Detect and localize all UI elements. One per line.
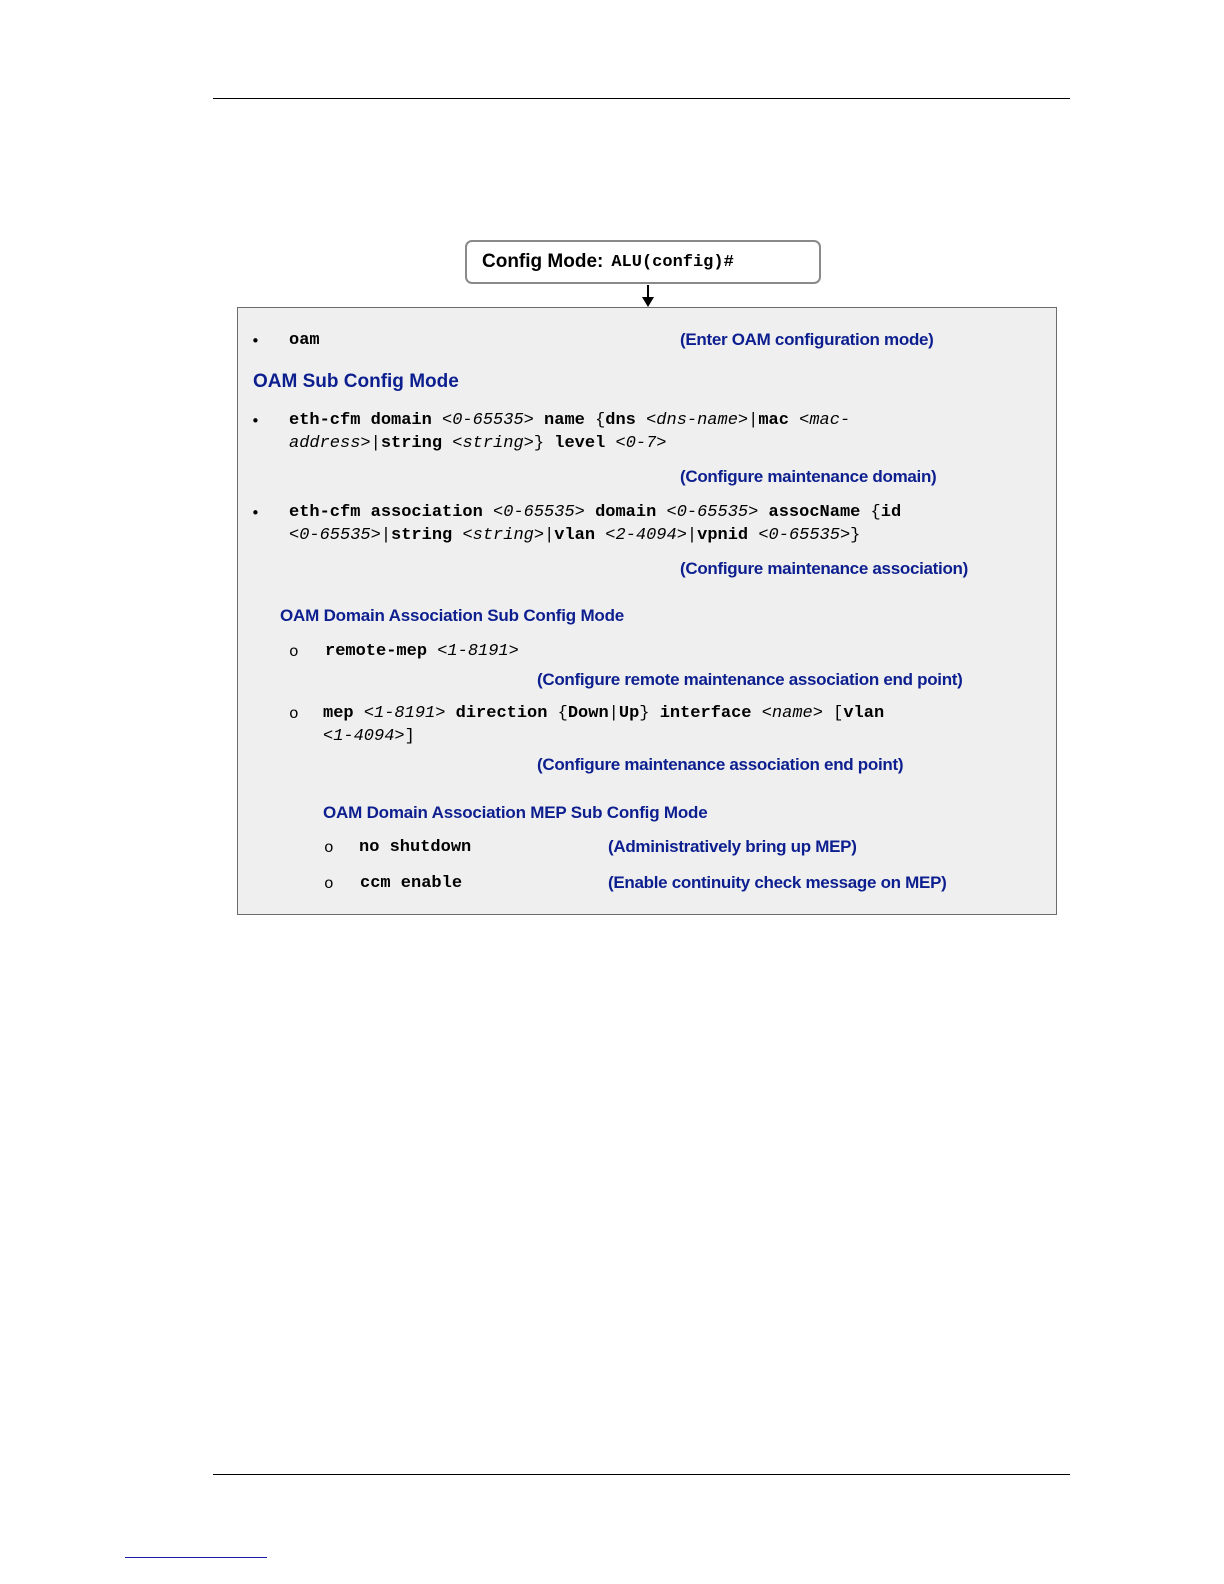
command-syntax: ] (404, 727, 415, 746)
command-parameter: <2-4094> (605, 526, 687, 545)
command-keyword: direction (445, 704, 558, 723)
association-description: (Configure maintenance association) (680, 559, 968, 578)
config-mode-prompt: ALU(config)# (611, 252, 734, 272)
footer-rule (213, 1474, 1070, 1475)
association-command-line2 (289, 526, 860, 545)
command-keyword: mac (758, 411, 800, 430)
mep-description: (Configure maintenance association end point) (537, 755, 904, 774)
ccm-enable-command: ccm enable (360, 874, 463, 893)
domain-command-line2 (289, 434, 667, 453)
oam-command: oam (289, 331, 320, 350)
command-parameter: <0-65535> (289, 526, 381, 545)
command-keyword: Down (567, 704, 609, 723)
command-syntax: { (557, 704, 568, 723)
command-syntax: } (533, 434, 555, 453)
domain-command-line1 (289, 411, 850, 430)
command-syntax: } (639, 704, 660, 723)
command-keyword: vpnid (697, 526, 759, 545)
command-parameter: <1-8191> (437, 642, 519, 661)
oam-description: (Enter OAM configuration mode) (680, 330, 934, 349)
circle-bullet-icon: o (289, 705, 299, 723)
command-syntax: | (686, 526, 698, 545)
command-syntax: [ (822, 704, 844, 723)
command-parameter: <0-65535> (493, 503, 585, 522)
bullet-icon: • (251, 412, 260, 430)
command-keyword: string (380, 434, 453, 453)
circle-bullet-icon: o (324, 839, 334, 857)
bullet-icon: • (251, 504, 260, 522)
command-syntax: { (870, 503, 881, 522)
command-parameter: <name> (761, 704, 823, 723)
command-parameter: <dns-name> (646, 411, 749, 430)
command-keyword: eth-cfm domain (289, 411, 443, 430)
ccm-enable-description: (Enable continuity check message on MEP) (608, 873, 947, 892)
bullet-icon: • (251, 332, 260, 350)
no-shutdown-description: (Administratively bring up MEP) (608, 837, 857, 856)
config-mode-box (465, 240, 821, 284)
command-keyword: assocName (758, 503, 871, 522)
command-parameter: <0-65535> (758, 526, 851, 545)
command-parameter: <string> (452, 434, 534, 453)
command-syntax: | (608, 704, 619, 723)
command-keyword: Up (618, 704, 640, 723)
command-keyword: domain (584, 503, 667, 522)
command-parameter: <0-65535> (442, 411, 534, 430)
no-shutdown-command: no shutdown (359, 838, 472, 857)
command-keyword: vlan (554, 526, 606, 545)
command-keyword: string (391, 526, 463, 545)
command-parameter: <string> (462, 526, 545, 545)
command-syntax: { (595, 411, 606, 430)
mep-sub-config-heading: OAM Domain Association MEP Sub Config Mode (323, 803, 708, 822)
command-keyword: remote-mep (325, 642, 438, 661)
mep-command-line2 (323, 727, 415, 746)
command-keyword: id (880, 503, 902, 522)
command-keyword: dns (605, 411, 647, 430)
domain-description: (Configure maintenance domain) (680, 467, 937, 486)
mep-command-line1 (323, 704, 884, 723)
command-panel (237, 307, 1057, 915)
circle-bullet-icon: o (324, 875, 334, 893)
command-keyword: eth-cfm association (289, 503, 494, 522)
command-parameter: <mac- (799, 411, 851, 430)
command-parameter: <1-8191> (363, 704, 446, 723)
command-parameter: <0-65535> (666, 503, 759, 522)
command-syntax: | (370, 434, 381, 453)
command-parameter: address> (289, 434, 371, 453)
oam-sub-config-heading: OAM Sub Config Mode (253, 371, 459, 392)
command-parameter: <1-4094> (323, 727, 405, 746)
command-syntax: | (544, 526, 555, 545)
command-keyword: interface (659, 704, 762, 723)
remote-mep-description: (Configure remote maintenance association end point) (537, 670, 963, 689)
command-keyword: name (533, 411, 596, 430)
command-keyword: mep (323, 704, 364, 723)
domain-association-heading: OAM Domain Association Sub Config Mode (280, 606, 625, 625)
command-keyword: vlan (843, 704, 885, 723)
association-command-line1 (289, 503, 901, 522)
footer-link-underline (125, 1557, 267, 1558)
command-syntax: | (748, 411, 759, 430)
command-syntax: | (380, 526, 392, 545)
command-keyword: level (554, 434, 616, 453)
command-parameter: <0-7> (615, 434, 667, 453)
config-mode-label: Config Mode: (482, 251, 604, 272)
arrow-down-icon (642, 297, 654, 307)
header-rule (213, 98, 1070, 99)
remote-mep-command (325, 642, 519, 661)
circle-bullet-icon: o (289, 643, 299, 661)
command-syntax: } (850, 526, 861, 545)
